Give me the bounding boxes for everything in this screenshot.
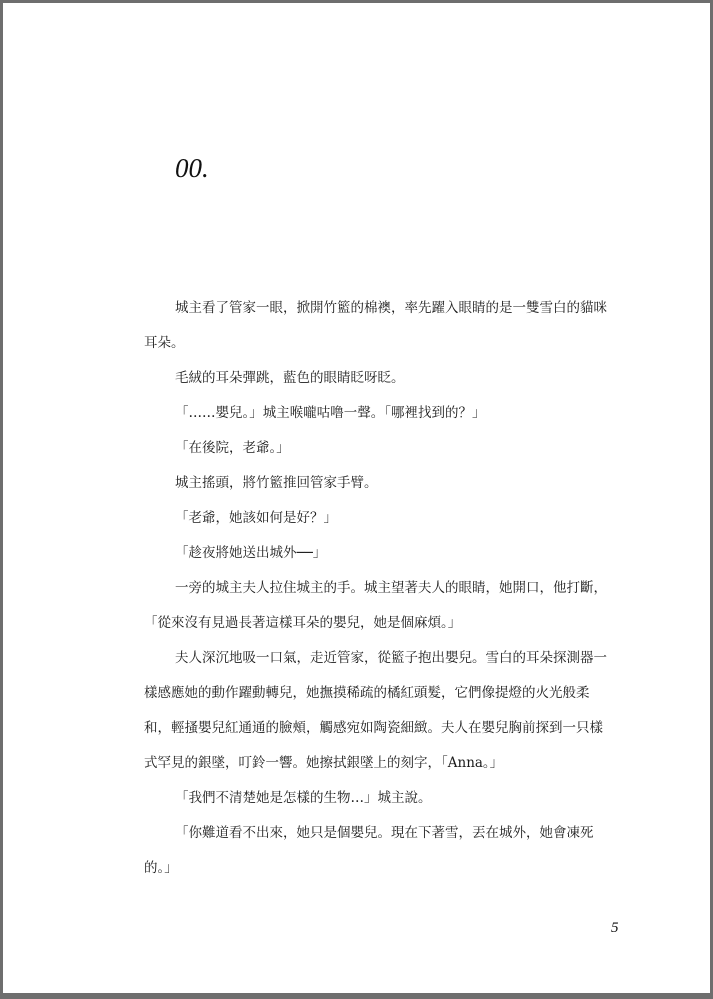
paragraph: 城主搖頭，將竹籃推回管家手臂。 xyxy=(175,475,378,491)
paragraph: 城主看了管家一眼，掀開竹籃的棉襖，率先躍入眼睛的是一雙雪白的貓咪耳朵。 xyxy=(144,300,607,351)
paragraph: 「你難道看不出來，她只是個嬰兒。現在下著雪，丟在城外，她會凍死的。」 xyxy=(144,825,594,876)
paragraph: 「……嬰兒。」城主喉嚨咕噜一聲。「哪裡找到的？」 xyxy=(175,405,486,421)
paragraph: 「老爺，她該如何是好？」 xyxy=(175,510,337,526)
paragraph: 毛絨的耳朵彈跳，藍色的眼睛眨呀眨。 xyxy=(175,370,405,386)
page-number: 5 xyxy=(611,920,619,936)
paragraph: 「在後院，老爺。」 xyxy=(175,440,290,456)
paragraph: 「趁夜將她送出城外──」 xyxy=(175,545,327,561)
paragraph: 夫人深沉地吸一口氣，走近管家，從籃子抱出嬰兒。雪白的耳朵探測器一樣感應她的動作躍動轉兒，她撫摸稀疏的橘紅頭髮，它們像提燈的火光般柔和，輕搔嬰兒紅通通的臉頰，觸感宛如陶瓷細緻。夫人在嬰兒胸前探到一只樣式罕見的銀墜，叮鈴一響。她擦拭銀墜上的刻字，「Anna。」 xyxy=(144,650,607,771)
paragraph: 「我們不清楚她是怎樣的生物…」城主說。 xyxy=(175,790,432,806)
body-text xyxy=(144,291,616,886)
paragraph: 一旁的城主夫人拉住城主的手。城主望著夫人的眼睛，她開口，他打斷，「從來沒有見過長著這樣耳朵的嬰兒，她是個麻煩。」 xyxy=(144,580,607,631)
chapter-title: 00. xyxy=(175,153,209,183)
